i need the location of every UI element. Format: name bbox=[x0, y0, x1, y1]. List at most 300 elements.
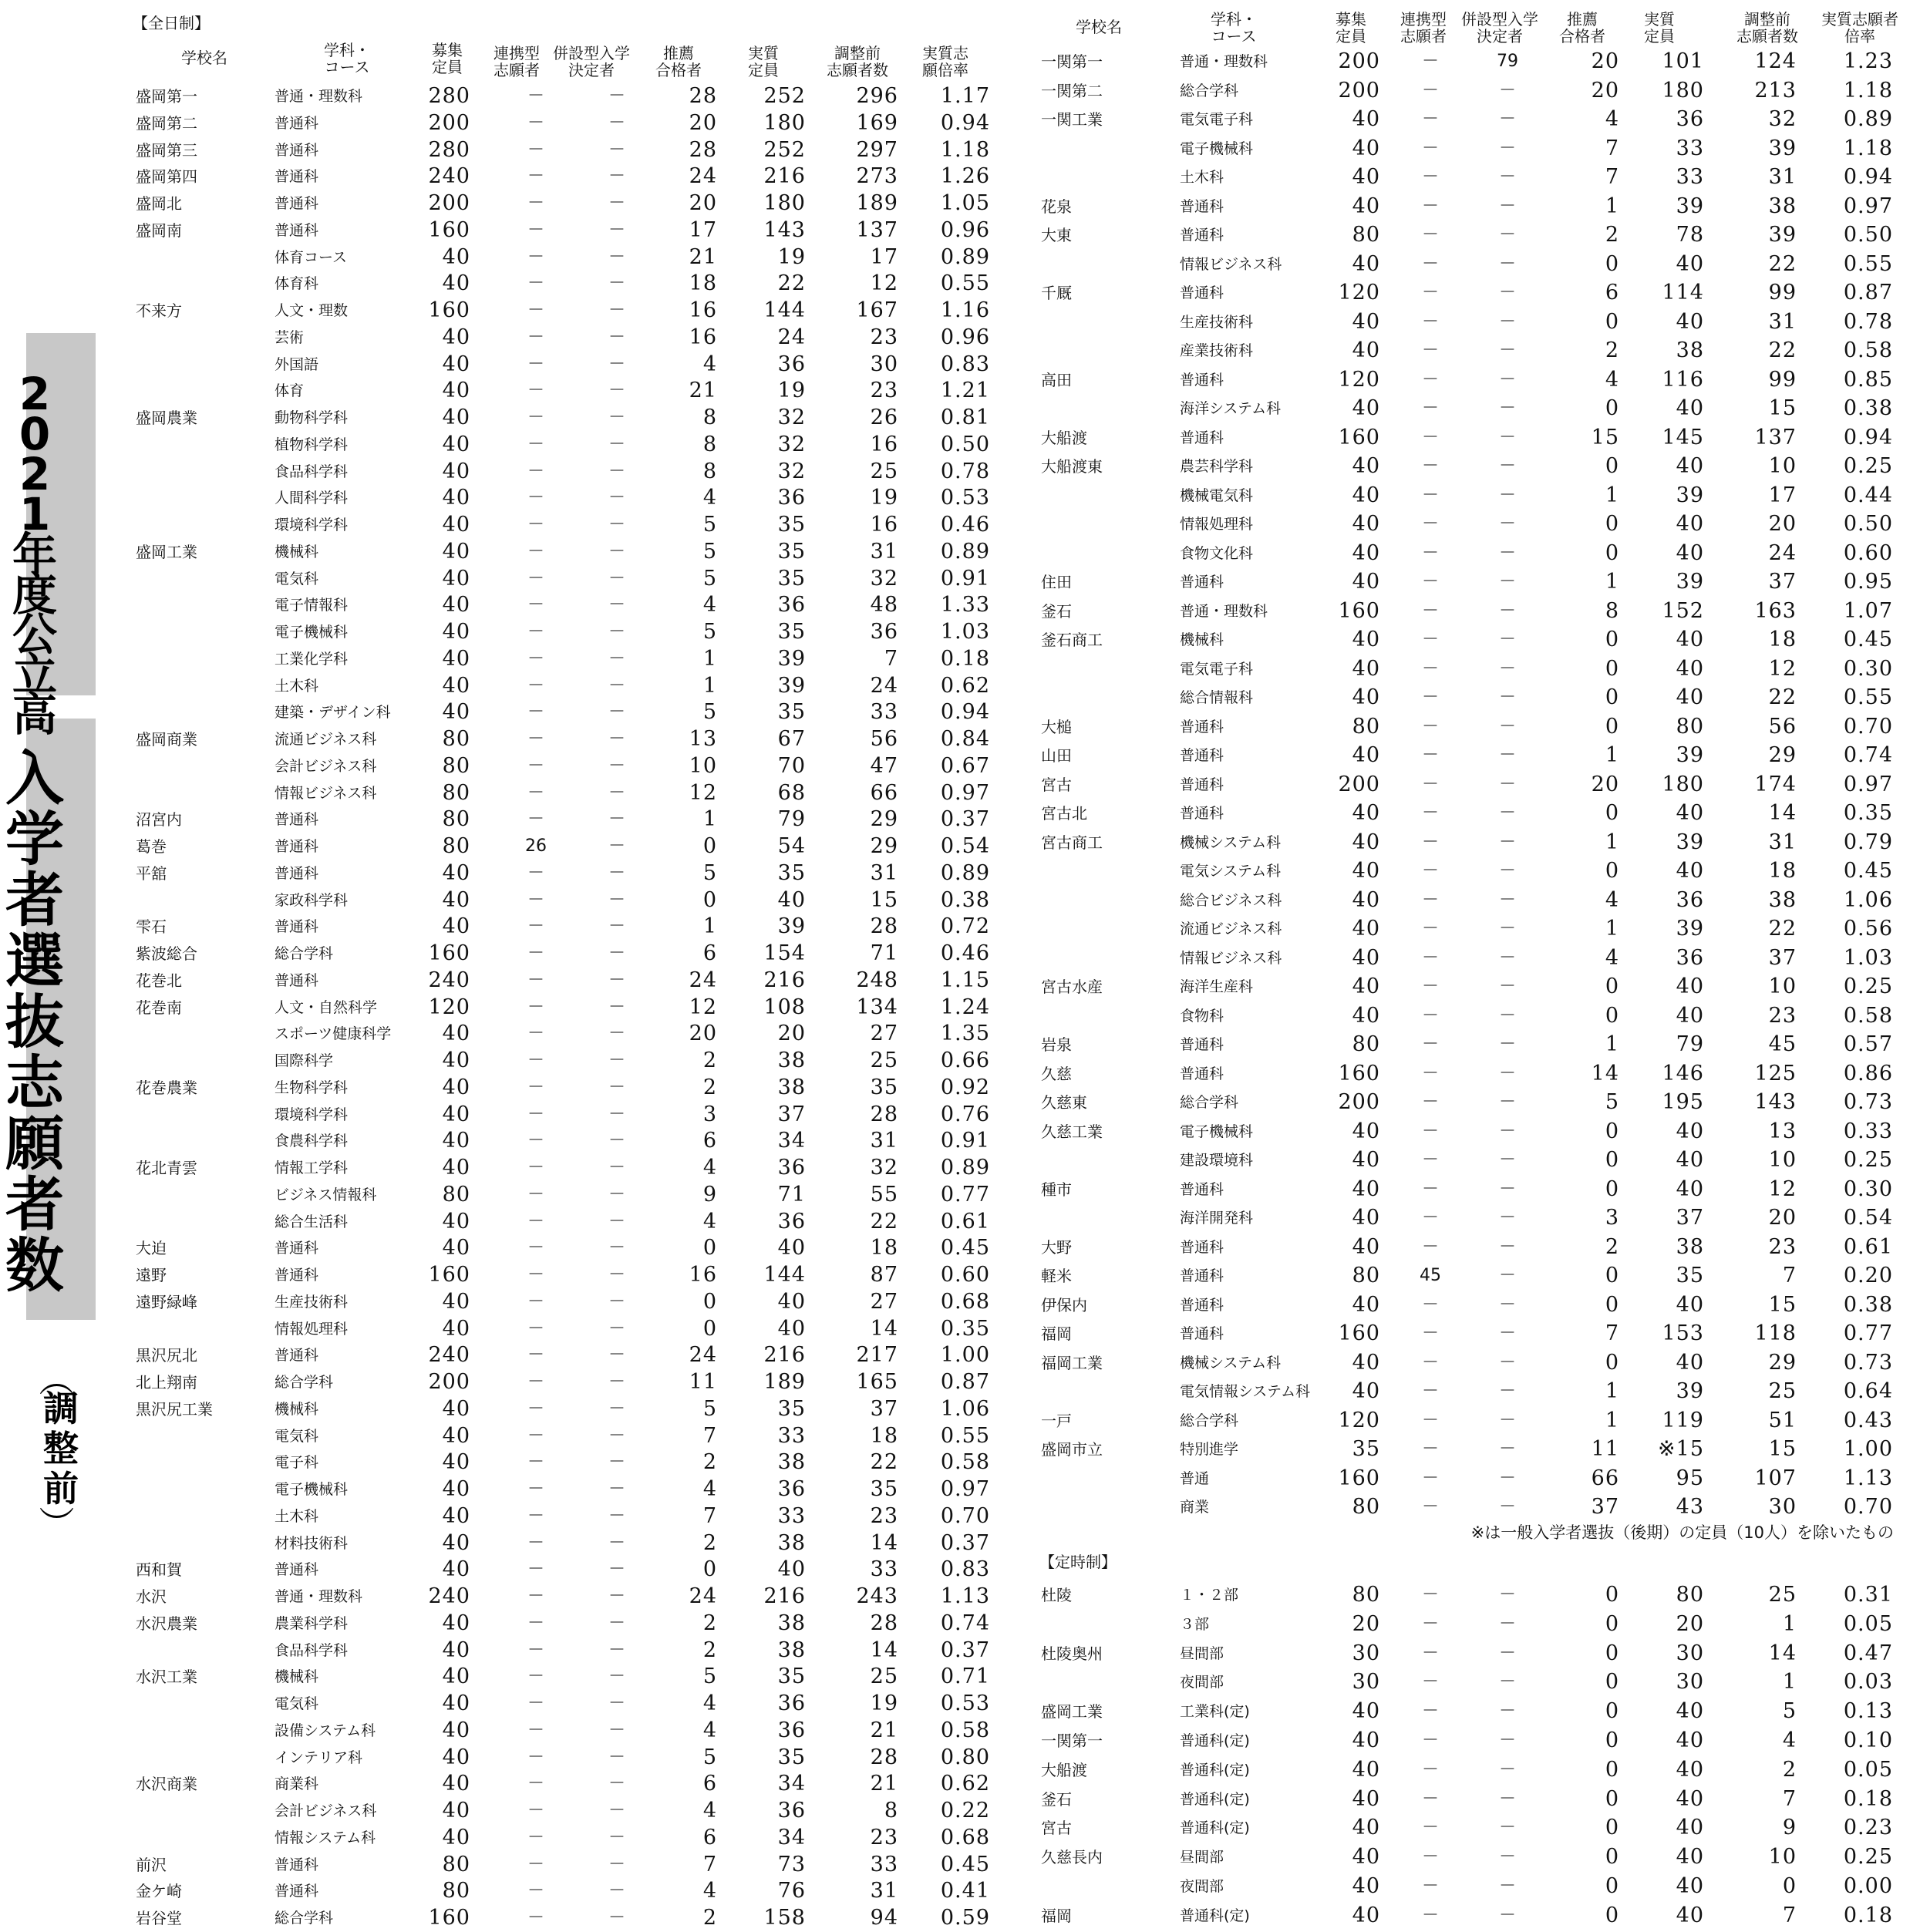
applicants: 99 bbox=[1768, 281, 1797, 305]
quota: 40 bbox=[1352, 1119, 1380, 1143]
applicants: 7 bbox=[1782, 1786, 1797, 1811]
school-name: 住田 bbox=[1041, 573, 1072, 591]
ratio: 0.83 bbox=[940, 1557, 990, 1582]
applicants: 14 bbox=[870, 1530, 898, 1555]
applicants: 22 bbox=[1768, 917, 1797, 941]
ratio: 1.13 bbox=[940, 1584, 990, 1608]
suisen-passed: 66 bbox=[1591, 1466, 1619, 1490]
quota: 40 bbox=[442, 1718, 470, 1742]
heisetsu-decided: － bbox=[608, 944, 625, 963]
suisen-passed: 2 bbox=[702, 1048, 717, 1072]
effective-quota: 19 bbox=[777, 244, 806, 269]
ratio: 0.96 bbox=[940, 325, 990, 349]
heisetsu-decided: － bbox=[608, 1077, 625, 1097]
effective-quota: 38 bbox=[777, 1530, 806, 1555]
department: 総合ビジネス科 bbox=[1180, 891, 1282, 909]
department: 普通科 bbox=[1180, 1238, 1224, 1256]
renkei-applicants: － bbox=[527, 408, 544, 427]
title-year-char: 年 bbox=[12, 528, 57, 581]
applicants: 189 bbox=[856, 191, 898, 215]
school-name: 盛岡第三 bbox=[136, 140, 197, 160]
renkei-applicants: － bbox=[1421, 890, 1439, 910]
school-name: 盛岡工業 bbox=[1041, 1702, 1103, 1722]
suisen-passed: 2 bbox=[702, 1075, 717, 1099]
renkei-applicants: － bbox=[1421, 1092, 1439, 1112]
renkei-applicants: － bbox=[527, 1747, 544, 1767]
ratio: 1.03 bbox=[940, 620, 990, 644]
table-row bbox=[0, 1437, 1893, 1461]
suisen-passed: 28 bbox=[689, 137, 717, 162]
effective-quota: 67 bbox=[777, 727, 806, 751]
applicants: 23 bbox=[870, 1825, 898, 1850]
ratio: 0.76 bbox=[940, 1102, 990, 1126]
department: 夜間部 bbox=[1180, 1674, 1224, 1691]
effective-quota: 40 bbox=[777, 1316, 806, 1341]
ratio: 0.47 bbox=[1843, 1641, 1893, 1665]
ratio: 1.07 bbox=[1843, 598, 1893, 623]
renkei-applicants: － bbox=[1421, 80, 1439, 100]
ratio: 0.89 bbox=[1843, 107, 1893, 131]
quota: 40 bbox=[1352, 1003, 1380, 1028]
heisetsu-decided: － bbox=[608, 917, 625, 937]
applicants: 22 bbox=[870, 1450, 898, 1475]
renkei-applicants: － bbox=[527, 515, 544, 534]
renkei-applicants: － bbox=[1421, 1818, 1439, 1838]
effective-quota: 33 bbox=[777, 1503, 806, 1528]
renkei-applicants: － bbox=[527, 1533, 544, 1553]
ratio: 0.91 bbox=[940, 566, 990, 591]
department: 電気科 bbox=[275, 1695, 319, 1712]
effective-quota: 40 bbox=[1676, 1350, 1704, 1375]
header-jisshitsu: 実質 定員 bbox=[748, 44, 779, 79]
ratio: 0.70 bbox=[1843, 1495, 1893, 1519]
ratio: 0.58 bbox=[940, 1718, 990, 1742]
department: 機械システム科 bbox=[1180, 1354, 1282, 1372]
effective-quota: 34 bbox=[777, 1129, 806, 1153]
suisen-passed: 9 bbox=[702, 1182, 717, 1207]
ratio: 0.84 bbox=[940, 727, 990, 751]
ratio: 1.26 bbox=[940, 164, 990, 189]
suisen-passed: 8 bbox=[702, 406, 717, 429]
header-renkei: 連携型 志願者 bbox=[1400, 10, 1447, 45]
suisen-passed: 7 bbox=[1605, 1321, 1619, 1345]
applicants: 169 bbox=[856, 110, 898, 135]
heisetsu-decided: － bbox=[1498, 601, 1516, 621]
ratio: 0.54 bbox=[1843, 1206, 1893, 1230]
school-name: 高田 bbox=[1041, 370, 1072, 389]
department: 環境科学科 bbox=[275, 517, 349, 533]
renkei-applicants: － bbox=[527, 354, 544, 374]
effective-quota: 20 bbox=[777, 1022, 806, 1046]
department: 工業科(定) bbox=[1180, 1703, 1250, 1721]
department: 生物科学科 bbox=[275, 1079, 349, 1096]
ratio: 0.58 bbox=[1843, 1003, 1893, 1028]
suisen-passed: 20 bbox=[1591, 49, 1619, 73]
applicants: 37 bbox=[1768, 570, 1797, 594]
department: 食品科学科 bbox=[275, 463, 349, 480]
ratio: 0.41 bbox=[940, 1879, 990, 1903]
effective-quota: 40 bbox=[1676, 1119, 1704, 1143]
ratio: 0.58 bbox=[1843, 338, 1893, 362]
ratio: 0.78 bbox=[940, 459, 990, 483]
ratio: 0.91 bbox=[940, 1129, 990, 1153]
quota: 40 bbox=[442, 352, 470, 376]
ratio: 0.85 bbox=[1843, 367, 1893, 392]
heisetsu-decided: － bbox=[1498, 1439, 1516, 1459]
renkei-applicants: － bbox=[1421, 601, 1439, 621]
applicants: 4 bbox=[1782, 1728, 1797, 1752]
ratio: 0.71 bbox=[940, 1664, 990, 1689]
heisetsu-decided: － bbox=[608, 783, 625, 803]
heisetsu-decided: － bbox=[608, 1774, 625, 1794]
school-name: 杜陵 bbox=[1041, 1586, 1072, 1604]
heisetsu-decided: － bbox=[608, 1801, 625, 1820]
department: 商業科 bbox=[275, 1775, 319, 1793]
suisen-passed: 28 bbox=[689, 84, 717, 108]
heisetsu-decided: － bbox=[1498, 1382, 1516, 1401]
applicants: 29 bbox=[870, 807, 898, 832]
effective-quota: 79 bbox=[777, 807, 806, 832]
quota: 40 bbox=[442, 1611, 470, 1635]
heisetsu-decided: － bbox=[608, 1533, 625, 1553]
quota: 120 bbox=[1338, 281, 1380, 305]
heisetsu-decided: － bbox=[1498, 716, 1516, 736]
school-name: 岩泉 bbox=[1041, 1035, 1072, 1054]
title-year-char: 度 bbox=[12, 568, 57, 621]
department: 普通科 bbox=[1180, 1296, 1224, 1314]
applicants: 56 bbox=[1768, 714, 1797, 739]
effective-quota: 40 bbox=[1676, 1003, 1704, 1028]
department: 外国語 bbox=[275, 355, 319, 373]
effective-quota: 40 bbox=[1676, 1292, 1704, 1317]
school-name: 盛岡南 bbox=[136, 220, 182, 240]
ratio: 0.59 bbox=[940, 1906, 990, 1930]
school-name: 大槌 bbox=[1041, 717, 1072, 736]
renkei-applicants: － bbox=[527, 863, 544, 883]
renkei-applicants: － bbox=[527, 1587, 544, 1606]
department: 体育科 bbox=[275, 275, 319, 293]
suisen-passed: 1 bbox=[702, 807, 717, 832]
renkei-applicants: － bbox=[1421, 658, 1439, 678]
ratio: 0.38 bbox=[1843, 1292, 1893, 1317]
effective-quota: 33 bbox=[777, 1423, 806, 1448]
heisetsu-decided: － bbox=[1498, 109, 1516, 129]
department: 普通科 bbox=[275, 1347, 319, 1365]
suisen-passed: 24 bbox=[689, 164, 717, 189]
ratio: 0.25 bbox=[1843, 454, 1893, 478]
quota: 240 bbox=[428, 164, 470, 189]
heisetsu-decided: － bbox=[608, 1399, 625, 1419]
quota: 40 bbox=[442, 1557, 470, 1582]
school-name: 水沢 bbox=[136, 1587, 167, 1606]
suisen-passed: 4 bbox=[702, 593, 717, 618]
applicants: 25 bbox=[1768, 1583, 1797, 1607]
effective-quota: 39 bbox=[777, 914, 806, 939]
quota: 200 bbox=[1338, 1090, 1380, 1114]
suisen-passed: 1 bbox=[1605, 743, 1619, 767]
department: 環境科学科 bbox=[275, 1106, 349, 1123]
school-name: 黒沢尻工業 bbox=[136, 1399, 213, 1419]
renkei-applicants: 26 bbox=[525, 836, 547, 856]
suisen-passed: 1 bbox=[1605, 570, 1619, 594]
suisen-passed: 0 bbox=[1605, 1699, 1619, 1724]
department: 普通科 bbox=[1180, 1267, 1224, 1284]
applicants: 29 bbox=[870, 834, 898, 858]
renkei-applicants: － bbox=[527, 997, 544, 1017]
department: 農芸科学科 bbox=[1180, 458, 1254, 475]
effective-quota: 38 bbox=[1676, 1234, 1704, 1259]
ratio: 0.62 bbox=[940, 673, 990, 698]
heisetsu-decided: － bbox=[1498, 1324, 1516, 1343]
school-name: 大船渡 bbox=[1041, 428, 1087, 447]
title-char: 数 bbox=[5, 1231, 64, 1300]
suisen-passed: 1 bbox=[1605, 830, 1619, 854]
effective-quota: 40 bbox=[1676, 1757, 1704, 1782]
school-name: 盛岡第二 bbox=[136, 113, 197, 133]
title-char: 抜 bbox=[5, 988, 64, 1056]
suisen-passed: 0 bbox=[1605, 1641, 1619, 1665]
heisetsu-decided: － bbox=[608, 1104, 625, 1124]
applicants: 28 bbox=[870, 1102, 898, 1126]
heisetsu-decided: － bbox=[1498, 369, 1516, 389]
heisetsu-decided: － bbox=[608, 1506, 625, 1526]
suisen-passed: 0 bbox=[1605, 309, 1619, 334]
renkei-applicants: － bbox=[527, 1694, 544, 1713]
department: 普通科 bbox=[275, 971, 319, 989]
quota: 40 bbox=[1352, 917, 1380, 941]
school-name: 盛岡第四 bbox=[136, 167, 197, 187]
title-char: 入 bbox=[5, 744, 64, 813]
effective-quota: 35 bbox=[777, 1664, 806, 1689]
renkei-applicants: － bbox=[527, 1238, 544, 1258]
applicants: 17 bbox=[870, 244, 898, 269]
department: 情報ビジネス科 bbox=[275, 784, 377, 802]
applicants: 66 bbox=[870, 780, 898, 805]
effective-quota: 40 bbox=[1676, 540, 1704, 565]
applicants: 118 bbox=[1754, 1321, 1797, 1345]
heisetsu-decided: － bbox=[608, 1587, 625, 1606]
renkei-applicants: － bbox=[1421, 1410, 1439, 1430]
renkei-applicants: － bbox=[1421, 1208, 1439, 1227]
ratio: 1.16 bbox=[940, 298, 990, 322]
renkei-applicants: － bbox=[1421, 803, 1439, 823]
suisen-passed: 14 bbox=[1591, 1061, 1619, 1085]
school-name: 福岡 bbox=[1041, 1906, 1072, 1925]
applicants: 14 bbox=[1768, 801, 1797, 825]
suisen-passed: 3 bbox=[702, 1102, 717, 1126]
department: 情報処理科 bbox=[1180, 516, 1254, 533]
effective-quota: 32 bbox=[777, 432, 806, 456]
ratio: 0.79 bbox=[1843, 830, 1893, 854]
applicants: 71 bbox=[870, 941, 898, 965]
suisen-passed: 0 bbox=[1605, 1292, 1619, 1317]
renkei-applicants: － bbox=[527, 1104, 544, 1124]
ratio: 0.31 bbox=[1843, 1583, 1893, 1607]
quota: 40 bbox=[442, 1637, 470, 1662]
department: 動物科学科 bbox=[275, 409, 349, 426]
heisetsu-decided: － bbox=[1498, 1876, 1516, 1896]
ratio: 0.89 bbox=[940, 860, 990, 885]
effective-quota: 54 bbox=[777, 834, 806, 858]
applicants: 16 bbox=[870, 432, 898, 456]
heisetsu-decided: － bbox=[1498, 138, 1516, 158]
ratio: 0.37 bbox=[940, 807, 990, 832]
quota: 40 bbox=[442, 1102, 470, 1126]
renkei-applicants: － bbox=[1421, 1759, 1439, 1779]
renkei-applicants: 45 bbox=[1420, 1266, 1441, 1285]
renkei-applicants: － bbox=[1421, 1643, 1439, 1663]
applicants: 19 bbox=[870, 486, 898, 510]
renkei-applicants: － bbox=[1421, 52, 1439, 71]
effective-quota: 40 bbox=[1676, 309, 1704, 334]
renkei-applicants: － bbox=[527, 756, 544, 776]
effective-quota: 38 bbox=[777, 1450, 806, 1475]
suisen-passed: 7 bbox=[702, 1423, 717, 1448]
suisen-passed: 15 bbox=[1591, 425, 1619, 449]
effective-quota: 40 bbox=[1676, 974, 1704, 998]
suisen-passed: 0 bbox=[702, 1236, 717, 1261]
applicants: 32 bbox=[870, 1156, 898, 1180]
quota: 40 bbox=[442, 539, 470, 564]
suisen-passed: 0 bbox=[1605, 1786, 1619, 1811]
renkei-applicants: － bbox=[527, 1720, 544, 1740]
department: 電子機械科 bbox=[275, 1481, 349, 1498]
effective-quota: 35 bbox=[777, 1396, 806, 1421]
suisen-passed: 4 bbox=[1605, 107, 1619, 131]
applicants: 23 bbox=[870, 1503, 898, 1528]
effective-quota: 30 bbox=[1676, 1641, 1704, 1665]
ratio: 0.89 bbox=[940, 539, 990, 564]
suisen-passed: 6 bbox=[1605, 281, 1619, 305]
header-dept: 学科・ コース bbox=[324, 41, 370, 76]
department: 普通・理数科 bbox=[1180, 53, 1268, 70]
department: 総合学科 bbox=[275, 945, 334, 962]
department: 夜間部 bbox=[1180, 1878, 1224, 1895]
renkei-applicants: － bbox=[527, 1024, 544, 1044]
quota: 40 bbox=[1352, 974, 1380, 998]
renkei-applicants: － bbox=[1421, 861, 1439, 880]
suisen-passed: 2 bbox=[702, 1530, 717, 1555]
applicants: 213 bbox=[1754, 78, 1797, 103]
school-name: 盛岡北 bbox=[136, 194, 182, 213]
effective-quota: 195 bbox=[1662, 1090, 1704, 1114]
suisen-passed: 10 bbox=[689, 753, 717, 778]
ratio: 1.21 bbox=[940, 379, 990, 403]
department: 普通科 bbox=[275, 1240, 319, 1257]
ratio: 0.55 bbox=[1843, 685, 1893, 709]
department: 普通 bbox=[1180, 1469, 1210, 1487]
quota: 40 bbox=[1352, 628, 1380, 651]
department: 土木科 bbox=[275, 1507, 319, 1525]
school-name: 西和賀 bbox=[136, 1560, 182, 1580]
effective-quota: 79 bbox=[1676, 1032, 1704, 1056]
suisen-passed: 4 bbox=[1605, 945, 1619, 970]
school-name: 水沢商業 bbox=[136, 1775, 197, 1794]
effective-quota: 68 bbox=[777, 780, 806, 805]
effective-quota: 119 bbox=[1662, 1408, 1704, 1432]
applicants: 28 bbox=[870, 1611, 898, 1635]
school-name: 盛岡農業 bbox=[136, 409, 197, 427]
department: 体育コース bbox=[275, 248, 348, 266]
quota: 200 bbox=[1338, 49, 1380, 73]
ratio: 0.57 bbox=[1843, 1032, 1893, 1056]
suisen-passed: 1 bbox=[702, 673, 717, 698]
applicants: 14 bbox=[870, 1637, 898, 1662]
department: 食物科 bbox=[1180, 1007, 1224, 1025]
heisetsu-decided: － bbox=[608, 1881, 625, 1901]
department: 機械電気科 bbox=[1180, 486, 1254, 504]
quota: 40 bbox=[1352, 136, 1380, 160]
school-name: 雫石 bbox=[136, 917, 167, 937]
heisetsu-decided: － bbox=[1498, 283, 1516, 302]
effective-quota: 40 bbox=[1676, 1786, 1704, 1811]
quota: 35 bbox=[1352, 1437, 1380, 1461]
heisetsu-decided: － bbox=[608, 890, 625, 910]
effective-quota: 39 bbox=[1676, 570, 1704, 594]
suisen-passed: 5 bbox=[702, 1664, 717, 1689]
applicants: 25 bbox=[870, 1664, 898, 1689]
heisetsu-decided: － bbox=[1498, 1035, 1516, 1054]
quota: 40 bbox=[1352, 1699, 1380, 1724]
renkei-applicants: － bbox=[1421, 1150, 1439, 1170]
applicants: 37 bbox=[870, 1396, 898, 1421]
renkei-applicants: － bbox=[1421, 138, 1439, 158]
ratio: 1.05 bbox=[940, 191, 990, 215]
heisetsu-decided: － bbox=[608, 809, 625, 830]
applicants: 31 bbox=[1768, 830, 1797, 854]
quota: 40 bbox=[1352, 1845, 1380, 1870]
ratio: 0.05 bbox=[1843, 1757, 1893, 1782]
applicants: 30 bbox=[1768, 1495, 1797, 1519]
renkei-applicants: － bbox=[527, 1051, 544, 1070]
renkei-applicants: － bbox=[527, 541, 544, 561]
ratio: 0.56 bbox=[1843, 917, 1893, 941]
effective-quota: 153 bbox=[1662, 1321, 1704, 1345]
suisen-passed: 24 bbox=[689, 968, 717, 992]
heisetsu-decided: － bbox=[608, 1158, 625, 1177]
heisetsu-decided: － bbox=[1498, 254, 1516, 274]
title-char: 願 bbox=[5, 1109, 64, 1178]
suisen-passed: 24 bbox=[689, 1343, 717, 1368]
ratio: 1.18 bbox=[1843, 78, 1893, 103]
heisetsu-decided: － bbox=[608, 648, 625, 668]
school-name: 盛岡商業 bbox=[136, 730, 197, 749]
suisen-passed: 11 bbox=[1591, 1437, 1619, 1461]
heisetsu-decided: － bbox=[608, 354, 625, 374]
renkei-applicants: － bbox=[527, 381, 544, 401]
suisen-passed: 5 bbox=[702, 860, 717, 885]
school-name: 盛岡第一 bbox=[136, 87, 197, 106]
effective-quota: 80 bbox=[1676, 1583, 1704, 1607]
department: 機械科 bbox=[275, 1400, 319, 1418]
quota: 40 bbox=[442, 1236, 470, 1261]
heisetsu-decided: － bbox=[1498, 1410, 1516, 1430]
applicants: 297 bbox=[856, 137, 898, 162]
applicants: 33 bbox=[870, 700, 898, 725]
ratio: 0.25 bbox=[1843, 1845, 1893, 1870]
suisen-passed: 0 bbox=[702, 834, 717, 858]
title-year-char: 立 bbox=[12, 648, 57, 701]
ratio: 0.45 bbox=[940, 1852, 990, 1876]
quota: 40 bbox=[442, 406, 470, 429]
quota: 160 bbox=[1338, 1061, 1380, 1085]
effective-quota: 40 bbox=[777, 887, 806, 912]
ratio: 0.43 bbox=[1843, 1408, 1893, 1432]
renkei-applicants: － bbox=[1421, 1468, 1439, 1488]
quota: 80 bbox=[1352, 1032, 1380, 1056]
effective-quota: 158 bbox=[763, 1906, 806, 1930]
department: 総合生活科 bbox=[275, 1213, 349, 1230]
